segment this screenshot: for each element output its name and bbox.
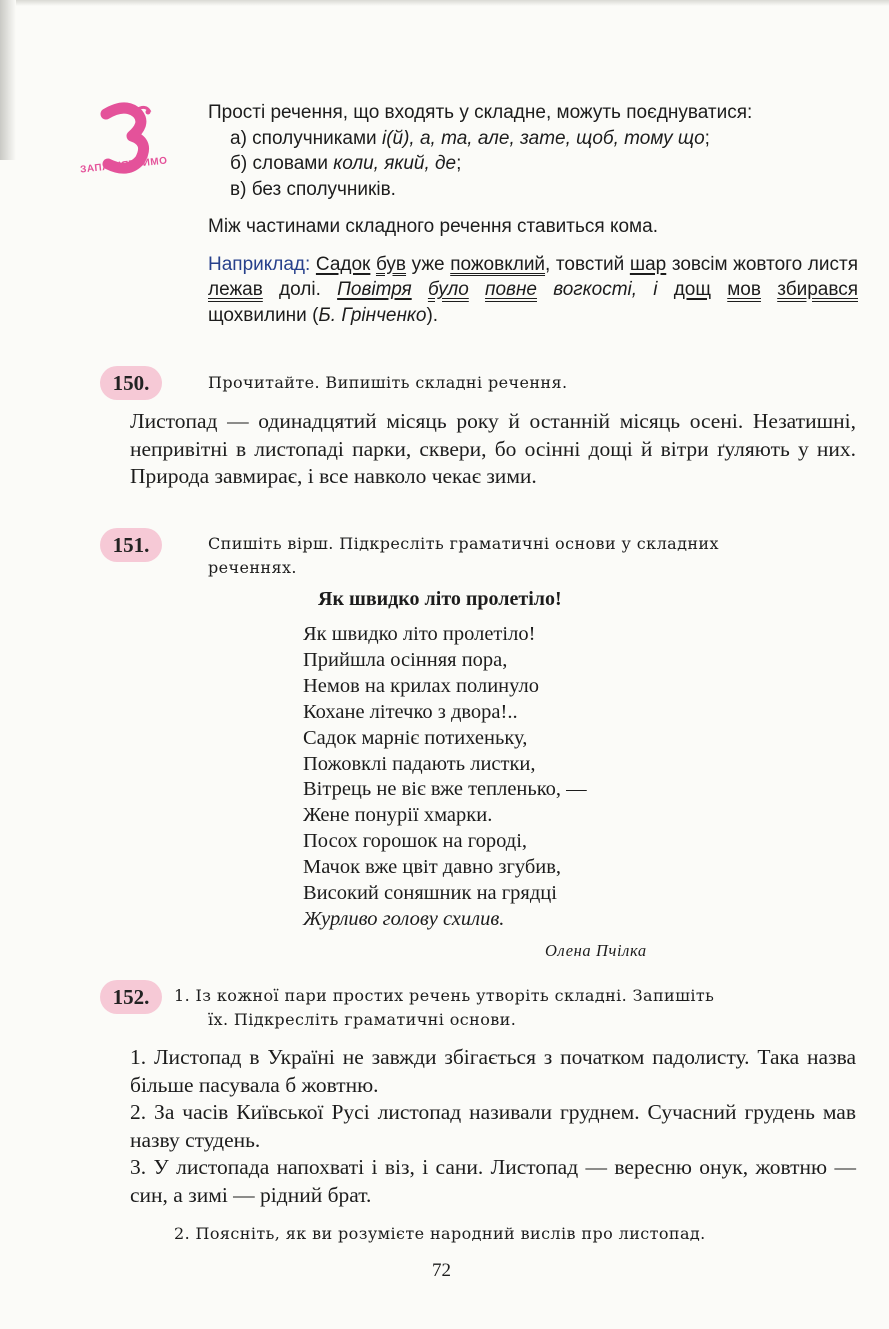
remember-badge-word: ЗАПАМ'ЯТАЙМО (79, 155, 168, 176)
rule-box (208, 100, 858, 328)
exercise-151-number: 151. (100, 528, 162, 562)
exercise-152-item-3: 3. У листопада напохваті і віз, і сани. Листопад — вересню онук, жовтню — син, а зимі — рідний брат. (130, 1155, 856, 1207)
poem-line: Пожовклі падають листки, (303, 752, 536, 775)
example-label: Наприклад: (208, 253, 311, 275)
rule-comma: Між частинами складного речення ставиться кома. (208, 216, 658, 237)
page-number: 72 (432, 1260, 451, 1281)
poem-line: Вітрець не віє вже тепленько, — (303, 778, 587, 801)
poem-line: Прийшла осінняя пора, (303, 648, 508, 671)
exercise-150-text: Листопад — одинадцятий місяць року й останній місяць осені. Незатишні, непривітні в листопаді парки, сквери, бо осінні дощі й вітри ґуляють у них. Природа завмирає, і все навколо чекає зими. (130, 409, 856, 488)
remember-badge (76, 100, 176, 190)
exercise-150-task: Прочитайте. Випишіть складні речення. (208, 373, 568, 392)
poem-title: Як швидко літо пролетіло! (318, 588, 562, 610)
rule-intro: Прості речення, що входять у складне, можуть поєднуватися: (208, 102, 753, 123)
poem-line: Посох горошок на городі, (303, 830, 528, 853)
poem-line: Мачок вже цвіт давно згубив, (303, 856, 562, 879)
poem-line: Жене понурії хмарки. (303, 804, 493, 827)
exercise-152-item-2: 2. За часів Київської Русі листопад називали груднем. Сучасний грудень мав назву студень. (130, 1100, 856, 1152)
rule-example: Наприклад: Садок був уже пожовклий, товстий шар зовсім жовтого листя лежав долі. Повітря було повне вогкості, і дощ мов збирався щохвилини (Б. Грінченко). (208, 253, 859, 326)
poem-author: Олена Пчілка (545, 941, 647, 960)
poem-line: Садок марніє потихеньку, (303, 726, 528, 749)
exercise-152-task1: 1. Із кожної пари простих речень утворіть складні. Запишіть їх. Підкресліть граматичні основи. (174, 986, 715, 1029)
rule-item-a: а) сполучниками і(й), а, та, але, зате, щоб, тому що; (230, 127, 710, 149)
exercise-152-number: 152. (100, 980, 162, 1014)
poem-line: Кохане літечко з двора!.. (303, 700, 518, 723)
poem-line: Журливо голову схилив. (303, 907, 505, 930)
remember-badge-icon (76, 100, 176, 190)
rule-item-b: б) словами коли, який, де; (230, 153, 462, 174)
poem (303, 622, 587, 933)
exercise-150-number: 150. (100, 366, 162, 400)
exercise-152-task2: 2. Поясніть, як ви розумієте народний вислів про листопад. (174, 1224, 706, 1243)
exercise-151-task: Спишіть вірш. Підкресліть граматичні основи у складних реченнях. (208, 534, 719, 577)
poem-line: Немов на крилах полинуло (303, 674, 539, 697)
page-edge-top (0, 0, 889, 6)
rule-item-c: в) без сполучників. (230, 178, 396, 200)
exercise-152-item-1: 1. Листопад в Україні не завжди збігається з початком падолисту. Така назва більше пасувала б жовтню. (130, 1045, 856, 1097)
page-edge-left (0, 0, 16, 160)
poem-line: Як швидко літо пролетіло! (303, 623, 536, 645)
poem-line: Високий соняшник на грядці (303, 882, 557, 905)
